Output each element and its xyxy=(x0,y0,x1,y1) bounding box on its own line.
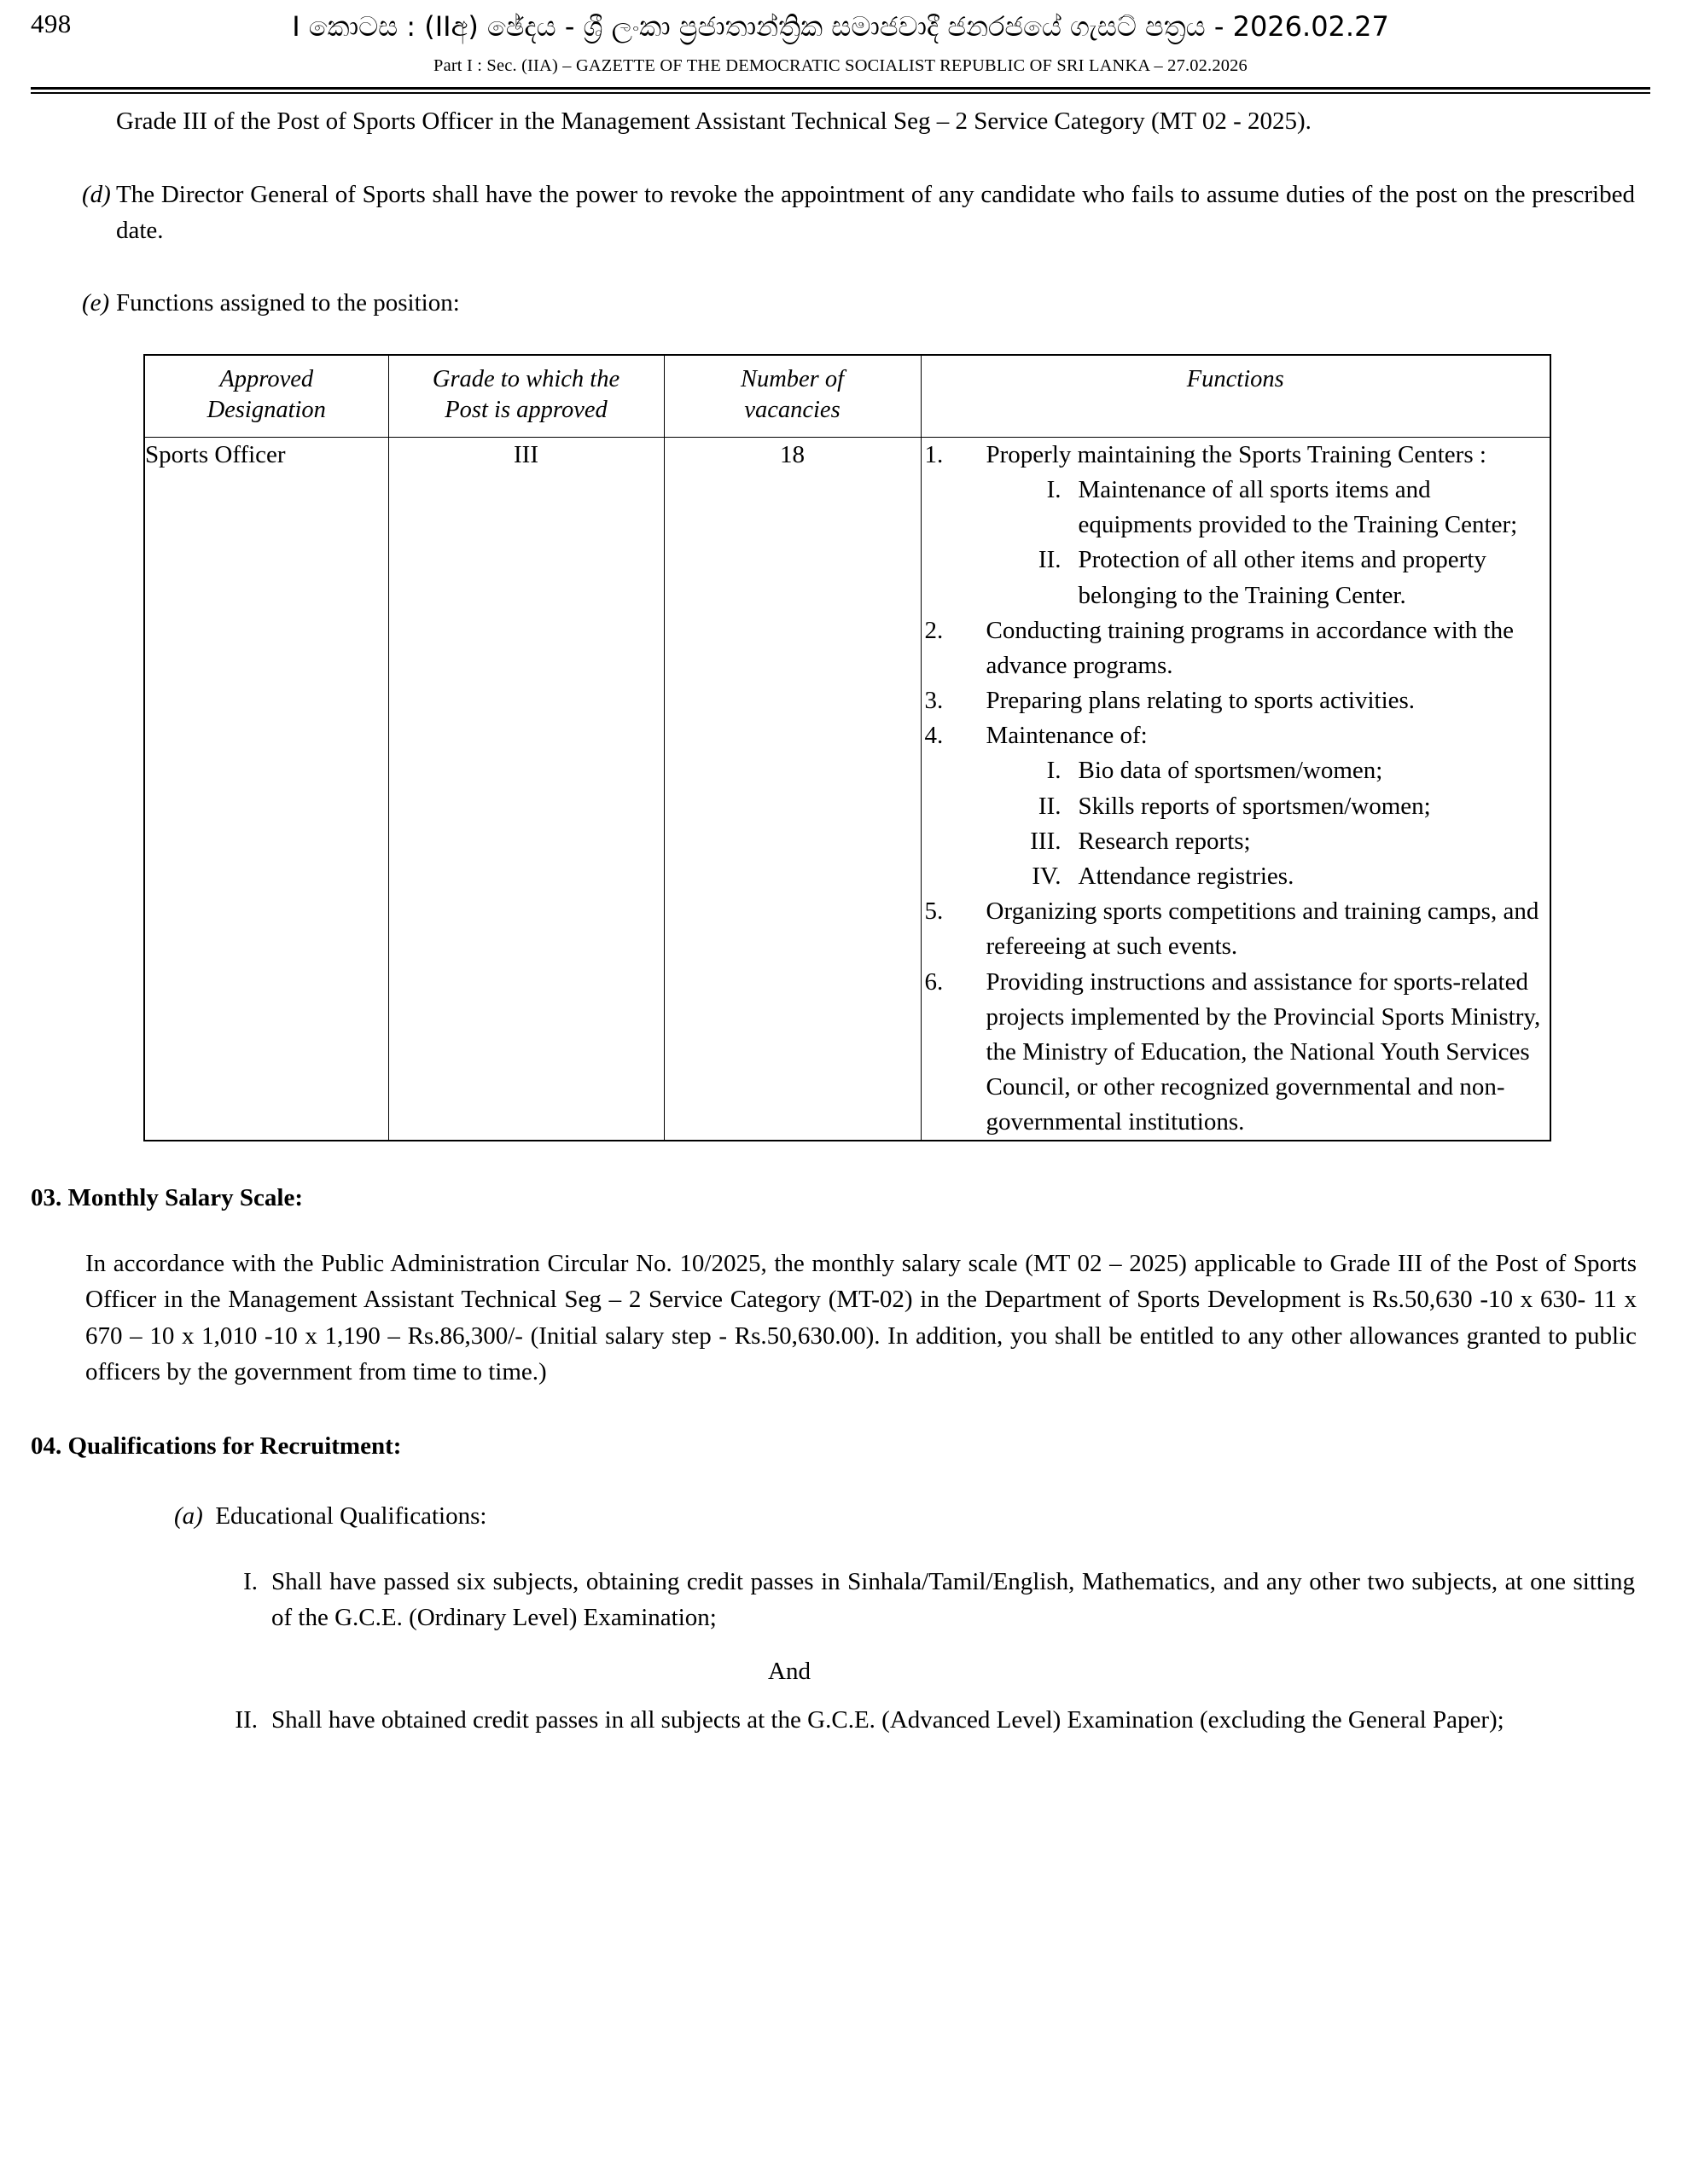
function-item-4-sub-3-number: III. xyxy=(1030,827,1062,855)
qualification-item-2-number: II. xyxy=(235,1705,258,1734)
col-header-designation-line1: Approved xyxy=(219,366,314,392)
col-header-vacancies-line1: Number of xyxy=(740,366,845,392)
function-item-1-sub-2-text: Protection of all other items and property belonging to the Training Center. xyxy=(1078,546,1486,609)
functions-list xyxy=(922,438,1550,1140)
col-header-grade-line1: Grade to which the xyxy=(432,366,620,392)
header-divider-rule xyxy=(31,87,1650,94)
header-sinhala-line: I කොටස : (IIඅ) ඡේදය - ශ්‍රී ලංකා ප්‍රජාතාන්ත්‍රික සමාජවාදී ජනරජයේ ගැසට් පත්‍රය - 2026.02.27 xyxy=(292,10,1389,43)
cell-designation: Sports Officer xyxy=(144,437,388,1141)
function-item-1-sub-2-number: II. xyxy=(1038,546,1062,574)
function-item-4-sublist xyxy=(986,753,1550,894)
function-item-6-number: 6. xyxy=(924,967,944,996)
qualifications-sub-label-title: Educational Qualifications: xyxy=(215,1502,487,1531)
header-english-line xyxy=(0,44,1681,78)
qualifications-list-continued xyxy=(31,1702,1650,1738)
cell-grade: III xyxy=(388,437,664,1141)
function-item-4-sub-4-number: IV. xyxy=(1032,863,1062,890)
function-item-1-sub-1-text: Maintenance of all sports items and equipments provided to the Training Center; xyxy=(1078,476,1518,539)
qualification-item-1-text: Shall have passed six subjects, obtaining credit passes in Sinhala/Tamil/English, Mathematics, and any other two subjects, at one sitting of the G.C.E. (Ordinary Level) Examination; xyxy=(271,1567,1635,1631)
function-item-4 xyxy=(922,718,1550,894)
qualifications-sub-label-letter: (a) xyxy=(174,1502,203,1531)
function-item-1-sub-2 xyxy=(986,543,1550,613)
clause-d-text: The Director General of Sports shall have the power to revoke the appointment of any candidate who fails to assume duties of the post on the prescribed date. xyxy=(116,180,1635,244)
function-item-4-sub-2-text: Skills reports of sportsmen/women; xyxy=(1078,792,1431,820)
qualifications-connector: And xyxy=(768,1658,811,1686)
function-item-4-sub-1 xyxy=(986,753,1550,788)
function-item-4-sub-2 xyxy=(986,789,1550,824)
qualification-item-2-text: Shall have obtained credit passes in all subjects at the G.C.E. (Advanced Level) Examination (excluding the General Paper); xyxy=(271,1705,1504,1734)
function-item-5-text: Organizing sports competitions and training camps, and refereeing at such events. xyxy=(986,897,1539,961)
functions-table xyxy=(143,354,1551,1141)
col-header-grade-line2: Post is approved xyxy=(445,397,608,424)
function-item-6 xyxy=(922,965,1550,1141)
section-03-heading: 03. Monthly Salary Scale: xyxy=(31,1184,303,1212)
col-header-vacancies xyxy=(664,355,921,437)
function-item-4-sub-3 xyxy=(986,824,1550,859)
col-header-functions: Functions xyxy=(921,355,1550,437)
function-item-5-number: 5. xyxy=(924,897,944,926)
col-header-grade xyxy=(388,355,664,437)
function-item-4-sub-1-number: I. xyxy=(1046,757,1062,785)
cell-functions xyxy=(921,437,1550,1141)
col-header-designation xyxy=(144,355,388,437)
function-item-4-text: Maintenance of: xyxy=(986,722,1148,750)
function-item-4-sub-1-text: Bio data of sportsmen/women; xyxy=(1078,757,1383,785)
qualifications-sub-label xyxy=(31,1499,1650,1535)
function-item-1 xyxy=(922,438,1550,613)
clause-e xyxy=(31,286,1650,322)
function-item-2 xyxy=(922,613,1550,683)
cell-vacancies: 18 xyxy=(664,437,921,1141)
continuation-paragraph: Grade III of the Post of Sports Officer in the Management Assistant Technical Seg – 2 Service Category (MT 02 - 2025). xyxy=(116,107,1312,135)
col-header-designation-line2: Designation xyxy=(206,397,326,424)
col-header-vacancies-line2: vacancies xyxy=(744,397,840,424)
function-item-2-number: 2. xyxy=(924,616,944,644)
function-item-3-text: Preparing plans relating to sports activities. xyxy=(986,687,1416,715)
table-header-row xyxy=(144,355,1550,437)
function-item-1-number: 1. xyxy=(924,440,944,468)
function-item-4-sub-2-number: II. xyxy=(1038,792,1062,820)
page-number: 498 xyxy=(31,9,72,38)
clause-e-text: Functions assigned to the position: xyxy=(116,289,460,317)
function-item-1-sub-1 xyxy=(986,473,1550,543)
table-row xyxy=(144,437,1550,1141)
function-item-5 xyxy=(922,894,1550,964)
section-03-body: In accordance with the Public Administration Circular No. 10/2025, the monthly salary scale (MT 02 – 2025) applicable to Grade III of the Post of Sports Officer in the Management Assistant Technical Seg – 2 Service Category (MT-02) in the Department of Sports Development is Rs.50,630 -10 x 630- 11 x 670 – 10 x 1,010 -10 x 1,190 – Rs.86,300/- (Initial salary step - Rs.50,630.00). In addition, you shall be entitled to any other allowances granted to public officers by the government from time to time.) xyxy=(85,1250,1637,1386)
function-item-1-sublist xyxy=(986,473,1550,613)
qualification-item-2 xyxy=(31,1702,1635,1738)
function-item-4-sub-4 xyxy=(986,859,1550,894)
function-item-3-number: 3. xyxy=(924,687,944,715)
function-item-1-sub-1-number: I. xyxy=(1046,476,1062,504)
functions-table-wrapper xyxy=(31,354,1650,1141)
qualification-item-1 xyxy=(31,1564,1635,1635)
clause-e-label: (e) xyxy=(82,289,110,317)
function-item-6-text: Providing instructions and assistance for sports-related projects implemented by the Provincial Sports Ministry, the Ministry of Education, the National Youth Services Council, or other recognized governmental and non-governmental institutions. xyxy=(986,967,1541,1136)
function-item-4-sub-4-text: Attendance registries. xyxy=(1078,863,1294,890)
function-item-4-number: 4. xyxy=(924,722,944,750)
page-body xyxy=(0,104,1681,1738)
header-part-label: Part xyxy=(433,56,462,76)
clause-d-label: (d) xyxy=(82,180,111,208)
clause-d xyxy=(31,177,1650,249)
function-item-3 xyxy=(922,683,1550,718)
function-item-4-sub-3-text: Research reports; xyxy=(1078,827,1251,855)
section-04-heading: 04. Qualifications for Recruitment: xyxy=(31,1432,402,1461)
function-item-1-text: Properly maintaining the Sports Training Centers : xyxy=(986,440,1486,468)
header-part-rest: I : Sec. (IIA) – GAZETTE OF THE DEMOCRATIC SOCIALIST REPUBLIC OF SRI LANKA – 27.02.2026 xyxy=(462,56,1248,76)
qualification-item-1-number: I. xyxy=(243,1567,258,1595)
page-header xyxy=(0,0,1681,82)
qualifications-list xyxy=(31,1564,1650,1635)
function-item-2-text: Conducting training programs in accordance with the advance programs. xyxy=(986,616,1514,679)
